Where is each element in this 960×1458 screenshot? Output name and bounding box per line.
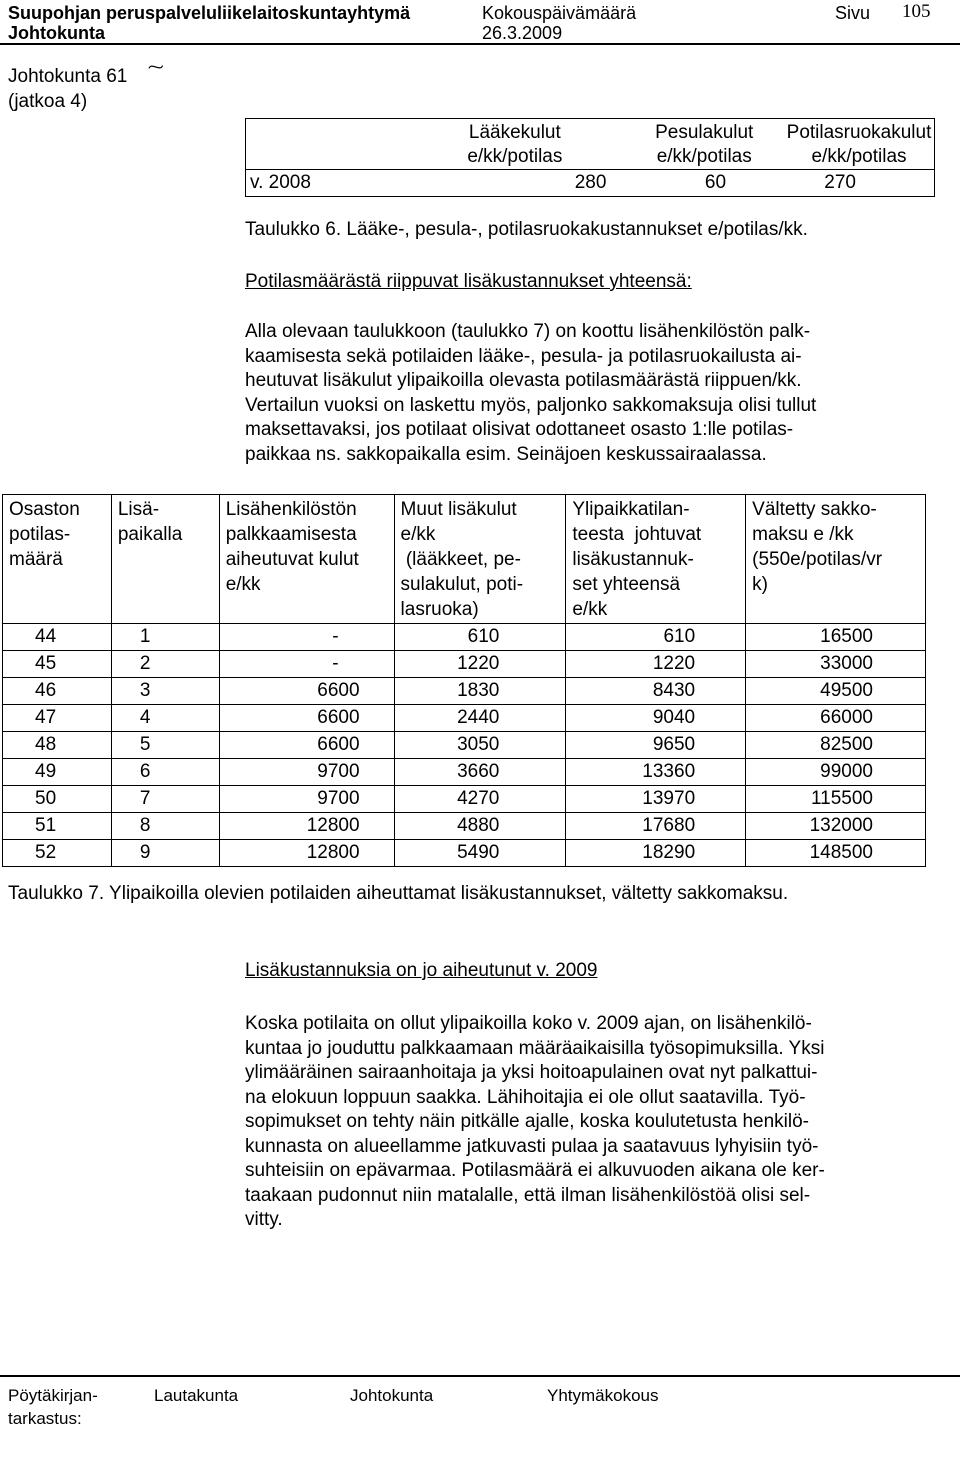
- col-muut-lisakulut: Muut lisäkulut e/kk (lääkkeet, pe- sulakulut, poti- lasruoka): [394, 495, 566, 624]
- footer-yhtymakokous: Yhtymäkokous: [547, 1386, 659, 1405]
- cost-table-header: [246, 119, 935, 170]
- col-ylipaikkatilanteen-kustannukset: Ylipaikkatilan- teesta johtuvat lisäkustannuk- set yhteensä e/kk: [566, 495, 746, 624]
- table7-header: [3, 495, 926, 624]
- footer-lautakunta: Lautakunta: [154, 1386, 239, 1405]
- table-row: 48 5 6600 3050 9650 82500: [3, 732, 926, 759]
- row-label: v. 2008: [246, 170, 406, 197]
- col-lisapaikalla: Lisä- paikalla: [111, 495, 219, 624]
- footer-johtokunta: Johtokunta: [350, 1386, 434, 1405]
- section-label: [8, 64, 127, 114]
- table-row: 46 3 6600 1830 8430 49500: [3, 678, 926, 705]
- value-pesulakulut: 60: [624, 170, 784, 197]
- footer-poytakirjantarkastus: Pöytäkirjan- tarkastus:: [8, 1386, 98, 1428]
- header-potilasruokakulut: Potilasruokakulut e/kk/potilas: [784, 119, 934, 170]
- header-body: Johtokunta: [8, 23, 105, 43]
- section-label-line1: Johtokunta 61: [8, 66, 128, 87]
- col-lisahenkilosto: Lisähenkilöstön palkkaamisesta aiheutuvat kulut e/kk: [219, 495, 394, 624]
- table7-caption: Taulukko 7. Ylipaikoilla olevien potilaiden aiheuttamat lisäkustannukset, vältetty sakkomaksu.: [8, 883, 789, 904]
- header-rule: [0, 43, 960, 45]
- header-org: Suupohjan peruspalveluliikelaitoskuntayhtymä: [8, 3, 411, 23]
- intro-paragraph: Alla olevaan taulukkoon (taulukko 7) on koottu lisähenkilöstön palk- kaamisesta sekä potilaiden lääke-, pesula- ja potilasruokailusta ai- heutuvat lisäkulut ylipaikoilla olevasta potilasmäärästä riippuen/kk. Vertailun vuoksi on laskettu myös, paljonko sakkomaksuja olisi tullut maksettavaksi, jos potilaat olisivat odottaneet osasto 1:lle potilas- paikkaa ns. sakkopaikalla esim. Seinäjoen keskussairaalassa.: [245, 321, 817, 465]
- table6-caption: Taulukko 6. Lääke-, pesula-, potilasruokakustannukset e/potilas/kk.: [245, 219, 808, 240]
- header-laakekulut: Lääkekulut e/kk/potilas: [405, 119, 624, 170]
- value-laakekulut: 280: [405, 170, 624, 197]
- section2-paragraph: Koska potilaita on ollut ylipaikoilla koko v. 2009 ajan, on lisähenkilö- kuntaa jo jouduttu palkkaamaan määräaikaisilla työsopimuksilla. Yksi ylimääräinen sairaanhoitaja ja yksi hoitoapulainen ovat nyt palkattui- na elokuun loppuun saakka. Lähihoitajia ei ole ollut saatavilla. Työ- sopimukset on tehty näin pitkälle ajalle, koska koulutetusta henkilö- kunnasta on alueellamme jatkuvasti pulaa ja saatavuus lyhyisiin työ- suhteisiin on epävarmaa. Potilasmäärä ei alkuvuoden aikana ole ker- taakaan pudonnut niin matalalle, että ilman lisähenkilöstöä olisi sel- vitty.: [245, 1013, 825, 1230]
- intro-heading: Potilasmäärästä riippuvat lisäkustannukset yhteensä:: [245, 271, 692, 292]
- section2-heading: Lisäkustannuksia on jo aiheutunut v. 2009: [245, 960, 598, 981]
- table-row: 51 8 12800 4880 17680 132000: [3, 813, 926, 840]
- additional-cost-table: [2, 494, 926, 867]
- header-page-label: Sivu: [835, 3, 871, 23]
- header-date-label: Kokouspäivämäärä: [482, 3, 637, 23]
- col-vaitetty-sakkomaksu: Vältetty sakko- maksu e /kk (550e/potilas/vr k): [746, 495, 926, 624]
- col-osaston-potilasmaara: Osaston potilas- määrä: [3, 495, 112, 624]
- table-row: 52 9 12800 5490 18290 148500: [3, 840, 926, 867]
- header-pesulakulut: Pesulakulut e/kk/potilas: [624, 119, 784, 170]
- table-row: 50 7 9700 4270 13970 115500: [3, 786, 926, 813]
- header-date: 26.3.2009: [482, 23, 563, 43]
- header-page-number: 105: [902, 1, 931, 22]
- table-row: 47 4 6600 2440 9040 66000: [3, 705, 926, 732]
- cost-table: [245, 118, 935, 197]
- table-row: 45 2 - 1220 1220 33000: [3, 651, 926, 678]
- value-potilasruokakulut: 270: [784, 170, 934, 197]
- section-label-line2: (jatkoa 4): [8, 91, 88, 112]
- table-row: 49 6 9700 3660 13360 99000: [3, 759, 926, 786]
- cost-table-row: [246, 170, 935, 197]
- footer-rule: [0, 1375, 960, 1377]
- table-row: 44 1 - 610 610 16500: [3, 624, 926, 651]
